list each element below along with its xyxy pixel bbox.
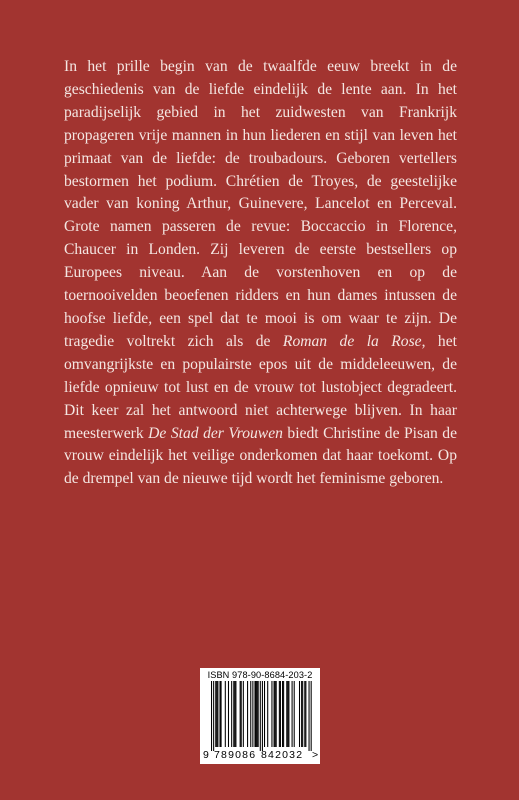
barcode-bar	[299, 681, 300, 747]
blurb-text	[64, 56, 457, 491]
barcode-bar	[276, 681, 277, 747]
barcode-bar	[241, 681, 242, 747]
ean-end-mark: >	[312, 749, 319, 761]
ean-first-digit: 9	[203, 749, 209, 761]
barcode-bar	[240, 681, 241, 747]
barcode-bar	[213, 681, 214, 751]
barcode-bar	[258, 681, 259, 747]
barcode-bar	[280, 681, 281, 747]
barcode-bar	[247, 681, 248, 747]
barcode-bar	[267, 681, 268, 747]
barcode-bar	[294, 681, 295, 747]
barcode-bar	[304, 681, 305, 747]
barcode-bar	[252, 681, 253, 747]
barcode-bar	[256, 681, 257, 747]
barcode-bar	[225, 681, 226, 747]
barcode-bar	[235, 681, 236, 747]
barcode-bar	[228, 681, 229, 747]
barcode-bar	[288, 681, 289, 747]
blurb-title-roman-de-la-rose: Roman de la Rose	[282, 332, 422, 350]
blurb-title-stad-der-vrouwen: De Stad der Vrouwen	[148, 424, 283, 442]
barcode-bar	[274, 681, 275, 747]
barcode-bar	[215, 681, 216, 747]
isbn-barcode	[200, 668, 320, 764]
barcode-bar	[233, 681, 234, 747]
barcode-bar	[257, 681, 258, 747]
barcode-bar	[219, 681, 220, 747]
blurb-part-3: biedt Christine de Pisan de vrouw eindelijk het veilige onderkomen dat haar toekomt. Op de drempel van de nieuwe tijd wordt het feminisme geboren.	[64, 424, 458, 488]
barcode-bar	[254, 681, 255, 747]
barcode-bar	[309, 681, 310, 751]
barcode-bar	[292, 681, 293, 747]
barcode-bar	[231, 681, 232, 747]
barcode-bar	[275, 681, 276, 747]
barcode-bar	[305, 681, 306, 747]
ean-left-group: 789086	[214, 749, 257, 761]
barcode-bar	[287, 681, 288, 747]
barcode-bar	[286, 681, 287, 747]
barcode-bar	[260, 681, 261, 751]
blurb-part-2: , het omvangrijkste en populairste epos uit de middeleeuwen, de liefde opnieuw tot lust en de vrouw tot lustobject degradeert. Dit keer zal het antwoord niet achterwege blijven. In haar meesterwerk	[64, 332, 457, 442]
barcode-bar	[217, 681, 218, 747]
barcode-bar	[283, 681, 284, 747]
barcode-bar	[311, 681, 312, 751]
barcode-bar	[234, 681, 235, 747]
blurb-part-1: In het prille begin van de twaalfde eeuw breekt in de geschiedenis van de liefde eindelijk de lente aan. In het paradijselijk gebied in het zuidwesten van Frankrijk propageren vrije mannen in hun liederen en stijl van leven het primaat van de liefde: de troubadours. Geboren vertellers bestormen het podium. Chrétien de Troyes, de geestelijke vader van koning Arthur, Guinevere, Lancelot en Perceval. Grote namen passeren de revue: Boccaccio in Florence, Chaucer in Londen. Zij leveren de eerste bestsellers op Europees niveau. Aan de vorstenhoven en op de toernooivelden beoefenen ridders en hun dames intussen de hoofse liefde, een spel dat te mooi is om waar te zijn. De tragedie voltrekt zich als de	[64, 58, 457, 350]
barcode-bar	[264, 681, 265, 747]
barcode-bar	[302, 681, 303, 747]
barcode-bar	[282, 681, 283, 747]
barcode-bar	[211, 681, 212, 751]
barcode-bar	[216, 681, 217, 747]
barcode-bar	[250, 681, 251, 747]
barcode-bar	[262, 681, 263, 751]
ean-right-group: 842032	[261, 749, 304, 761]
isbn-label: ISBN 978-90-8684-203-2	[207, 670, 313, 680]
barcode-bar	[243, 681, 244, 747]
barcode-bar	[301, 681, 302, 747]
barcode-bar	[271, 681, 272, 747]
barcode-bar	[279, 681, 280, 747]
barcode-bar	[221, 681, 222, 747]
barcode-bars	[200, 681, 320, 751]
